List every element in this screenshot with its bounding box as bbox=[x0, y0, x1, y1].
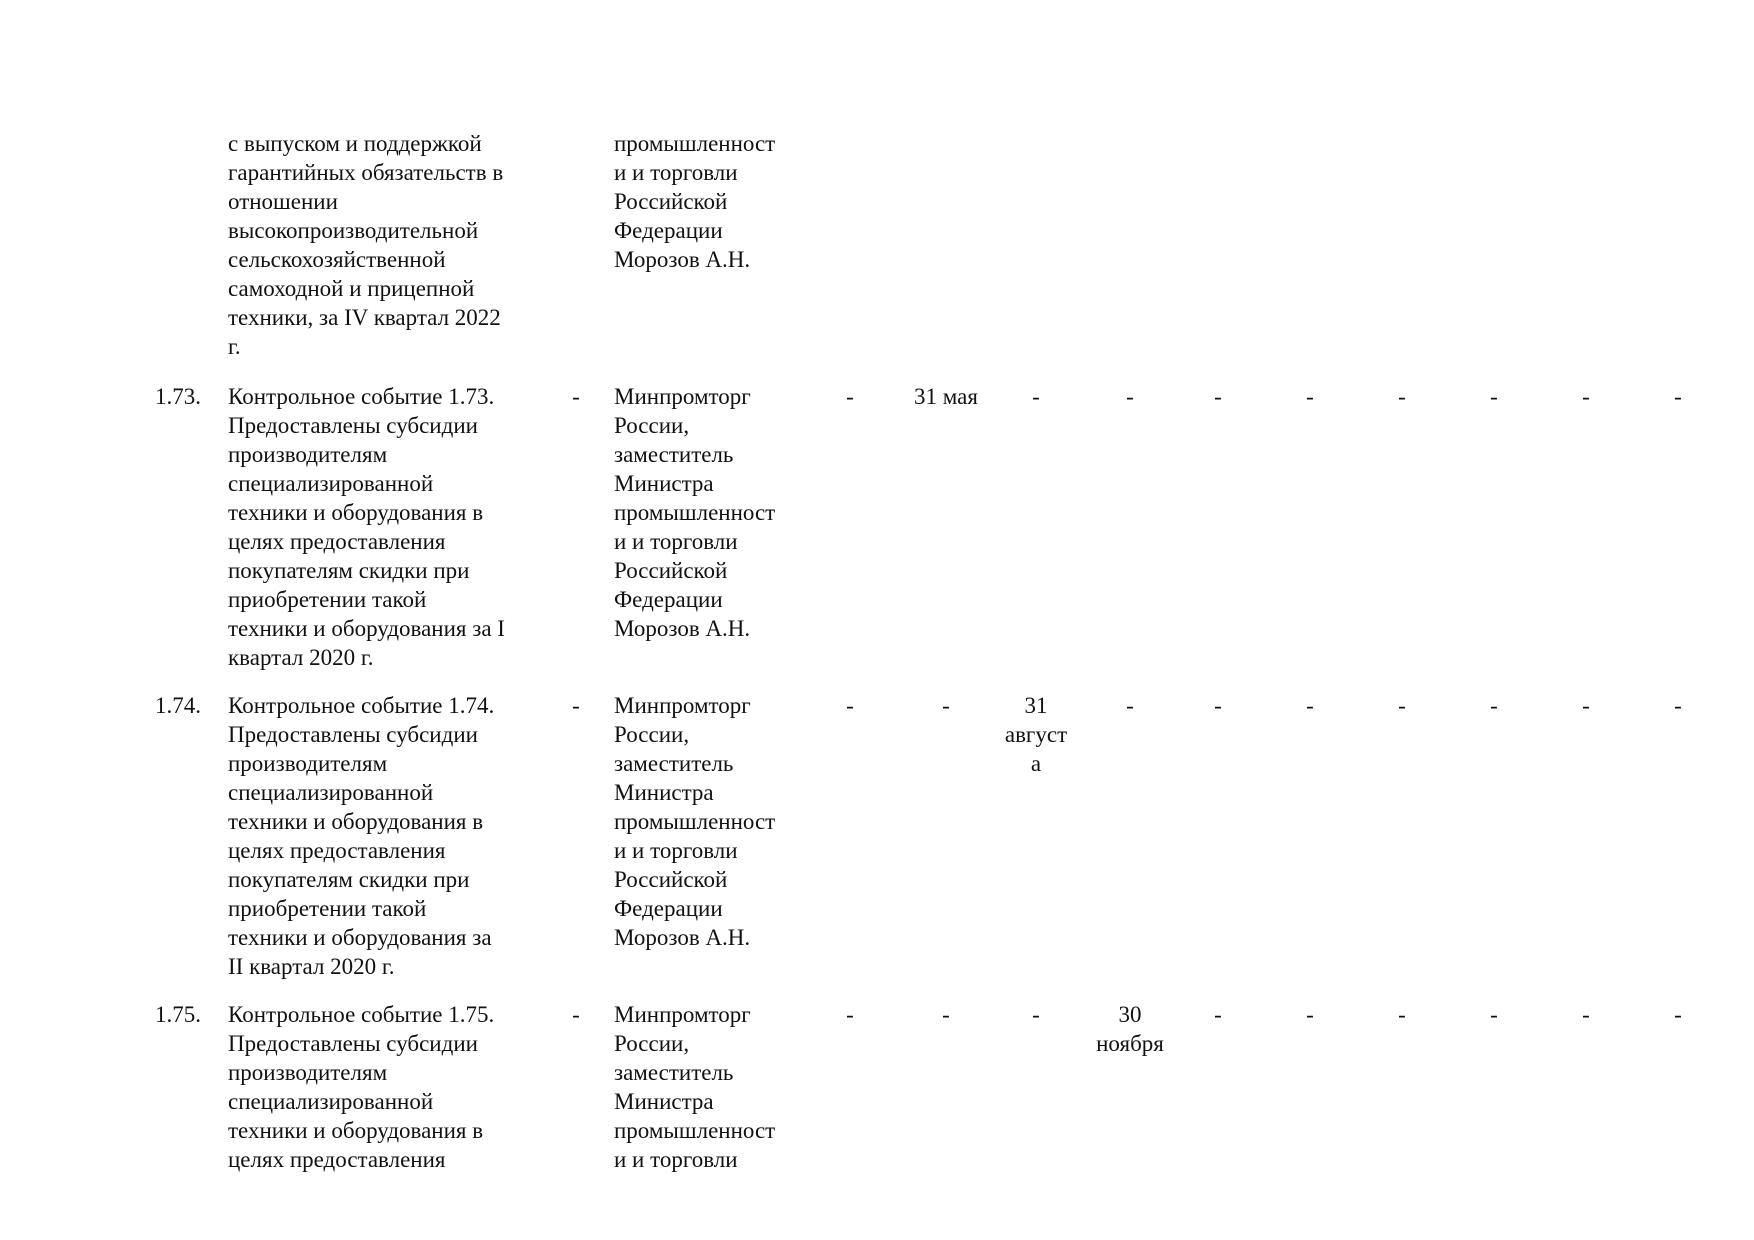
event-description: с выпуском и поддержкой гарантийных обязательств в отношении высокопроизводительной сельскохозяйственной самоходной и прицепной техники, за IV квартал 2022 г. bbox=[228, 131, 504, 359]
period-cell: - bbox=[1674, 1002, 1682, 1027]
period-cell: - bbox=[1582, 384, 1590, 409]
period-cell: - bbox=[1214, 1002, 1222, 1027]
period-cell: - bbox=[1126, 384, 1134, 409]
period-cell: - bbox=[1032, 1002, 1040, 1027]
period-cell: - bbox=[1674, 384, 1682, 409]
row-number: 1.73. bbox=[155, 384, 201, 409]
period-cell: - bbox=[1306, 1002, 1314, 1027]
period-cell: - bbox=[1306, 384, 1314, 409]
base-value: - bbox=[572, 1002, 580, 1027]
period-cell: 31 мая bbox=[914, 384, 978, 409]
period-cell: - bbox=[1214, 693, 1222, 718]
period-cell: - bbox=[846, 384, 854, 409]
period-cell: - bbox=[1490, 693, 1498, 718]
base-value: - bbox=[572, 693, 580, 718]
event-description: Контрольное событие 1.73. Предоставлены субсидии производителям специализированной техники и оборудования в целях предоставления покупателям скидки при приобретении такой техники и оборудования за I квартал 2020 г. bbox=[228, 384, 505, 670]
period-cell: - bbox=[1126, 693, 1134, 718]
period-cell: - bbox=[942, 693, 950, 718]
period-cell: - bbox=[1674, 693, 1682, 718]
event-description: Контрольное событие 1.75. Предоставлены субсидии производителям специализированной техники и оборудования в целях предоставления bbox=[228, 1002, 495, 1172]
period-cell: - bbox=[846, 1002, 854, 1027]
period-cell: - bbox=[1214, 384, 1222, 409]
period-cell: - bbox=[1490, 384, 1498, 409]
period-cell: - bbox=[942, 1002, 950, 1027]
responsible-person: промышленност и и торговли Российской Федерации Морозов А.Н. bbox=[614, 131, 776, 272]
row-number: 1.75. bbox=[155, 1002, 201, 1027]
responsible-person: Минпромторг России, заместитель Министра промышленност и и торговли Российской Федерации Морозов А.Н. bbox=[614, 693, 776, 950]
responsible-person: Минпромторг России, заместитель Министра промышленност и и торговли Российской Федерации Морозов А.Н. bbox=[614, 384, 776, 641]
period-cell: - bbox=[1032, 384, 1040, 409]
period-cell: - bbox=[1398, 1002, 1406, 1027]
period-cell: - bbox=[1398, 384, 1406, 409]
period-cell: - bbox=[1490, 1002, 1498, 1027]
base-value: - bbox=[572, 384, 580, 409]
period-cell: - bbox=[1582, 693, 1590, 718]
period-cell: - bbox=[1582, 1002, 1590, 1027]
period-cell: - bbox=[846, 693, 854, 718]
event-description: Контрольное событие 1.74. Предоставлены субсидии производителям специализированной техники и оборудования в целях предоставления покупателям скидки при приобретении такой техники и оборудования за II квартал 2020 г. bbox=[228, 693, 495, 979]
period-cell: - bbox=[1398, 693, 1406, 718]
row-number: 1.74. bbox=[155, 693, 201, 718]
period-cell: 30 ноября bbox=[1096, 1002, 1164, 1056]
period-cell: - bbox=[1306, 693, 1314, 718]
responsible-person: Минпромторг России, заместитель Министра промышленност и и торговли bbox=[614, 1002, 776, 1172]
period-cell: 31 август а bbox=[1004, 693, 1068, 776]
